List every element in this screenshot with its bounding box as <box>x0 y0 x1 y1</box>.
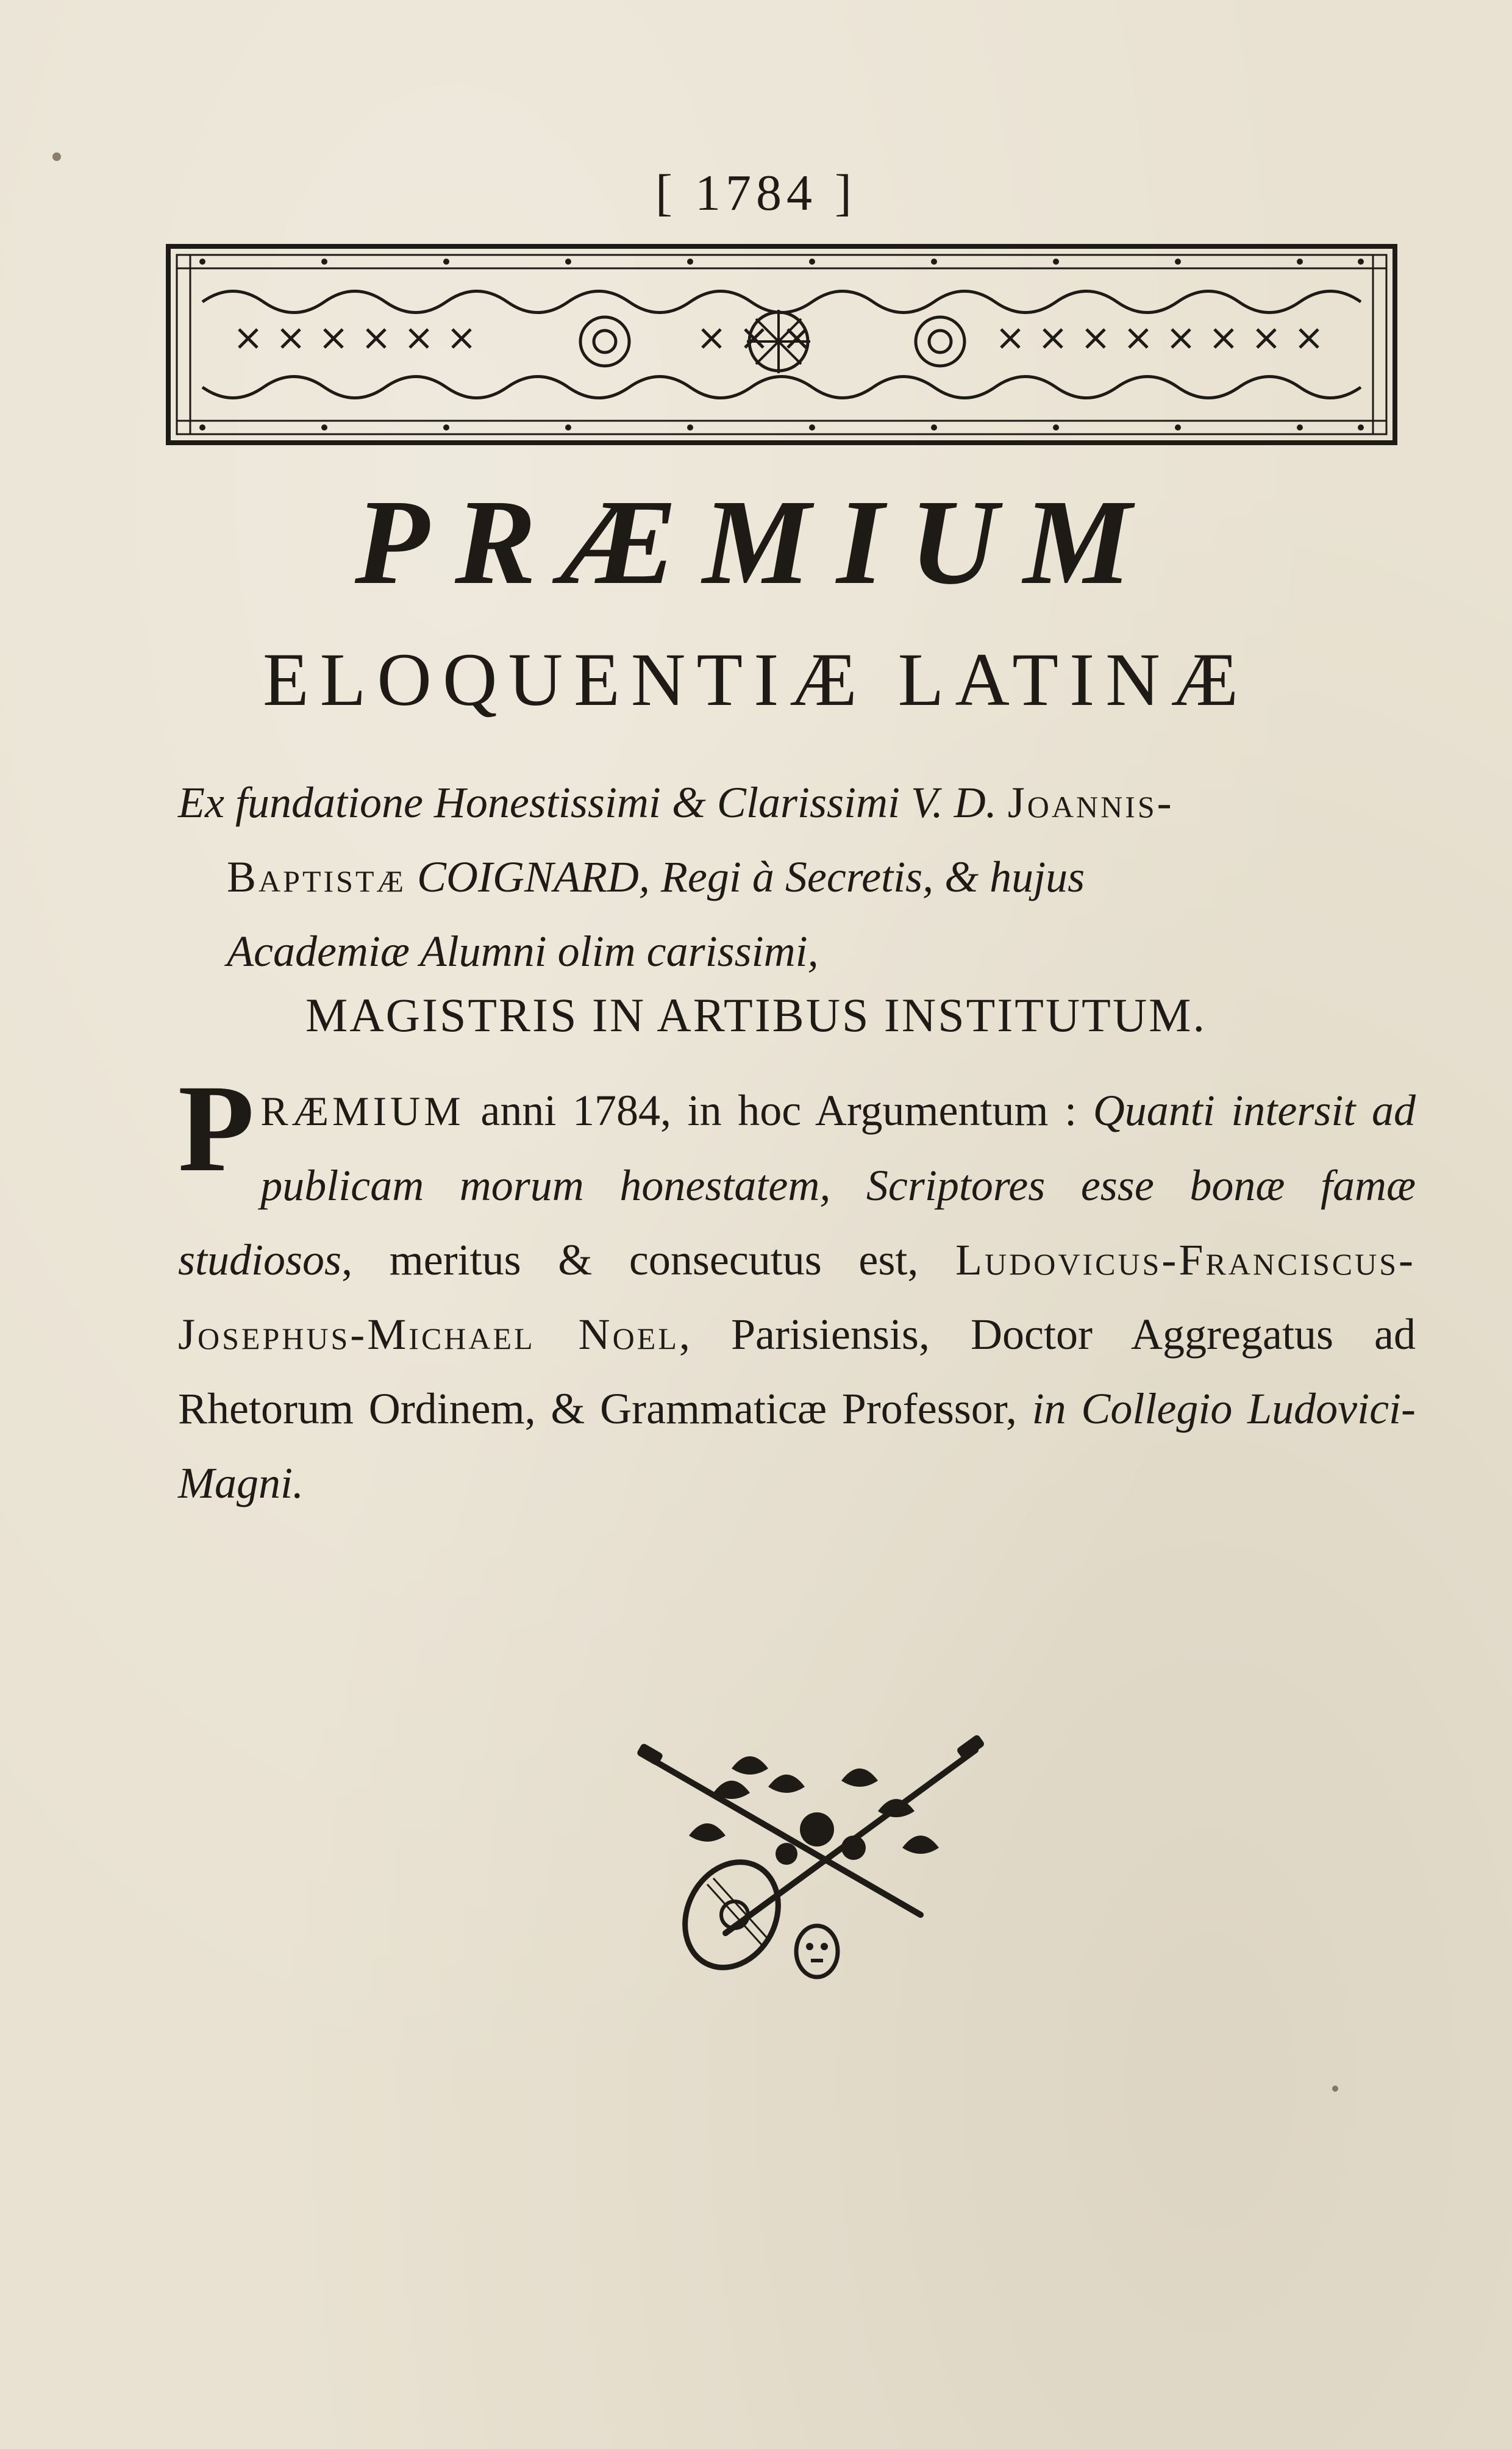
body-text: anni 1784, in hoc Argumentum : <box>480 1086 1077 1135</box>
prize-argument: Quanti intersit ad publicam morum honestatem, Scriptores esse bonæ famæ studiosos <box>178 1086 1416 1284</box>
founder-text: Ex fundatione Honestissimi & Clarissimi V. D. <box>178 778 997 827</box>
body-text: , Parisiensis, Doctor Aggregatus ad Rhetorum Ordinem, & Grammaticæ Professor, <box>178 1310 1416 1433</box>
lead-caps: RÆMIUM <box>260 1088 465 1134</box>
body-text: , meritus & consecutus est, <box>341 1235 919 1284</box>
headpiece-border <box>166 244 1397 445</box>
institution-heading: MAGISTRIS IN ARTIBUS INSTITUTUM. <box>305 989 1207 1042</box>
page-title: PRÆMIUM <box>354 475 1158 610</box>
founder-text-cont: COIGNARD, Regi à Secretis, & hujus <box>416 853 1085 901</box>
founder-paragraph <box>178 765 1416 989</box>
laureate-name: Ludovicus-Franciscus-Josephus-Michael Noel <box>178 1235 1416 1359</box>
founder-name-cont: Baptistæ <box>227 853 406 901</box>
page-subtitle: ELOQUENTIÆ LATINÆ <box>262 638 1250 721</box>
founder-line-1 <box>178 765 1416 840</box>
ink-spot <box>52 152 61 161</box>
musical-trophy-vignette <box>634 1732 1000 1982</box>
ink-spot <box>1332 2086 1338 2092</box>
body-paragraph <box>178 1059 1416 1520</box>
drop-cap: P <box>178 1059 255 1198</box>
founder-line-2 <box>178 840 1416 914</box>
founder-line-3: Academiæ Alumni olim carissimi, <box>227 927 819 976</box>
founder-name: Joannis- <box>1007 778 1174 827</box>
college-name: in Collegio Ludovici-Magni. <box>178 1384 1416 1507</box>
page-number: [ 1784 ] <box>655 165 857 221</box>
